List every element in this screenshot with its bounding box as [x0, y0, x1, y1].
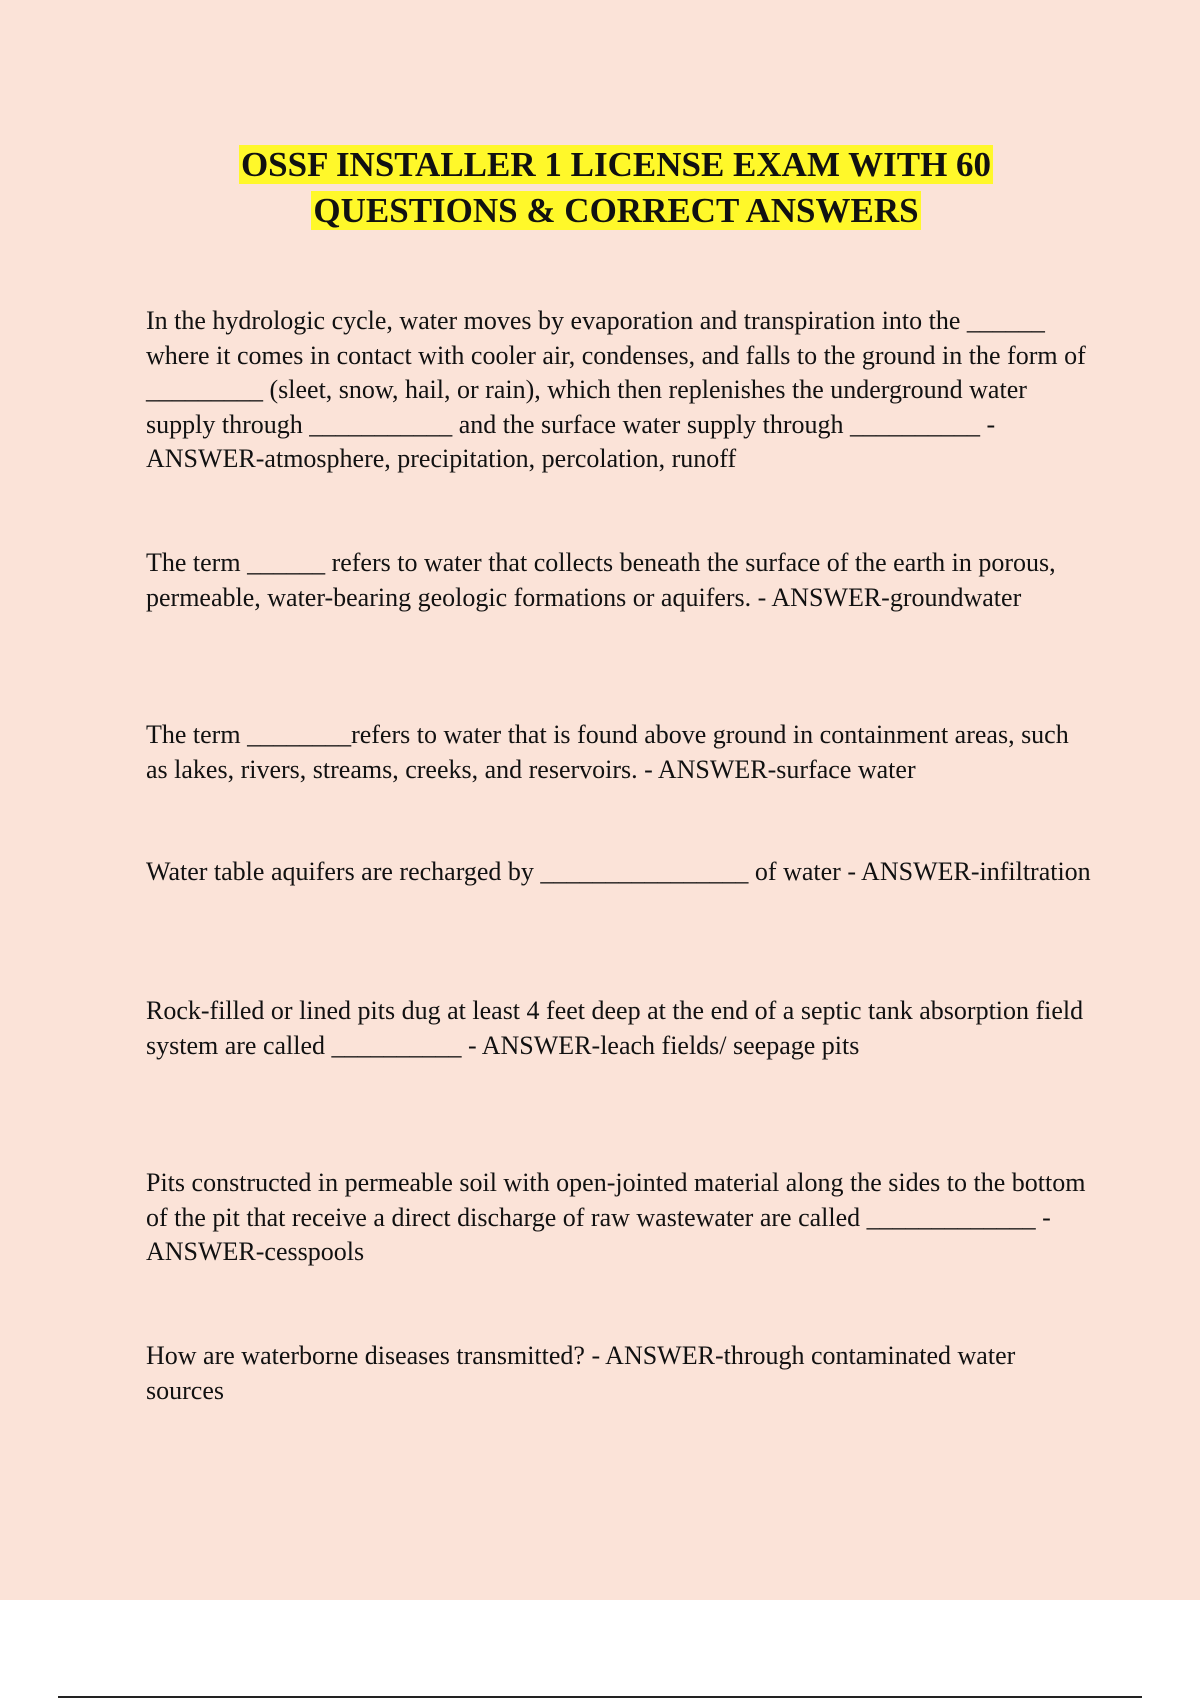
- question-answer-4: Water table aquifers are recharged by ________________ of water - ANSWER-infiltration: [146, 857, 1091, 886]
- question-answer-1: In the hydrologic cycle, water moves by evaporation and transpiration into the ______ where it comes in contact with cooler air, condenses, and falls to the ground in the form of _________ (sleet, snow, hail, or rain), which then replenishes the underground water supply through ___________ and the surface water supply through __________ - ANSWER-atmosphere, precipitation, percolation, runoff: [146, 306, 1086, 474]
- question-answer-7: How are waterborne diseases transmitted? - ANSWER-through contaminated water sources: [146, 1341, 1016, 1405]
- title-line-1: OSSF INSTALLER 1 LICENSE EXAM WITH 60: [240, 145, 992, 184]
- question-answer-6: Pits constructed in permeable soil with open-jointed material along the sides to the bottom of the pit that receive a direct discharge of raw wastewater are called _____________ - ANSWER-cesspools: [146, 1168, 1086, 1267]
- document-title: [0, 142, 1200, 234]
- question-answer-3: The term ________refers to water that is found above ground in containment areas, such as lakes, rivers, streams, creeks, and reservoirs. - ANSWER-surface water: [146, 720, 1069, 784]
- title-line-2: QUESTIONS & CORRECT ANSWERS: [313, 191, 919, 230]
- question-answer-5: Rock-filled or lined pits dug at least 4 feet deep at the end of a septic tank absorption field system are called __________ - ANSWER-leach fields/ seepage pits: [146, 996, 1084, 1060]
- question-answer-2: The term ______ refers to water that collects beneath the surface of the earth in porous, permeable, water-bearing geologic formations or aquifers. - ANSWER-groundwater: [146, 548, 1056, 612]
- footer-divider: [58, 1696, 1142, 1698]
